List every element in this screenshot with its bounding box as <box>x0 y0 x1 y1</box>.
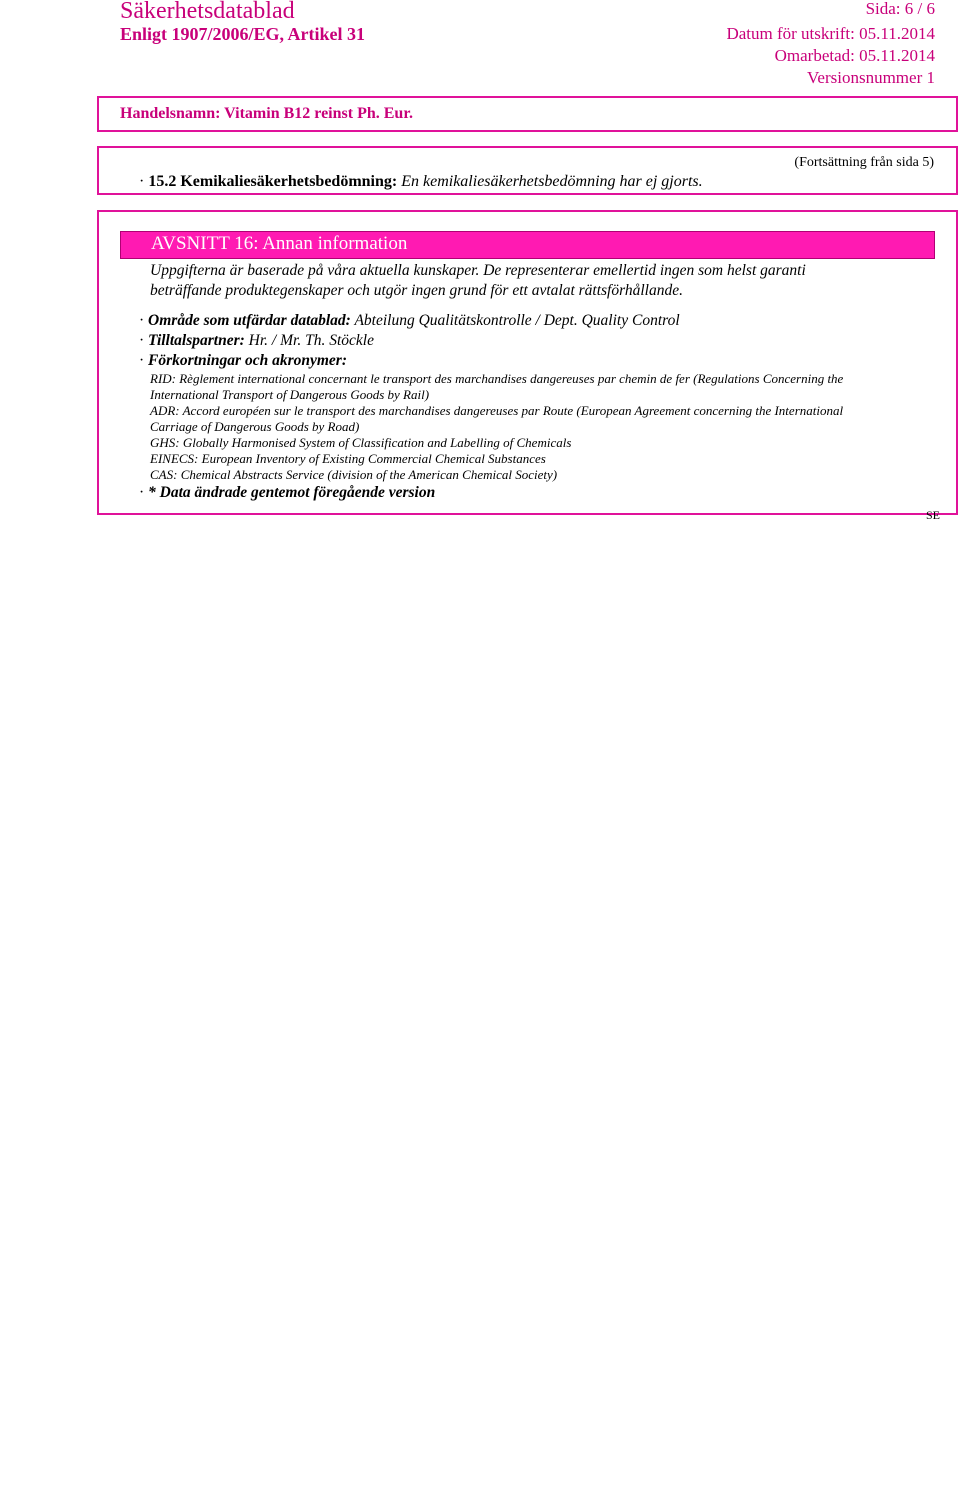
page-number: Sida: 6 / 6 <box>865 0 935 18</box>
continuation-box-bottom <box>97 193 958 195</box>
print-date: Datum för utskrift: 05.11.2014 <box>726 24 935 43</box>
bullet: · <box>139 312 149 329</box>
header-divider-left <box>97 96 99 130</box>
country-code: SE <box>925 508 940 522</box>
contact-value: Hr. / Mr. Th. Stöckle <box>244 332 374 349</box>
trade-name-divider <box>97 130 958 132</box>
bullet: · <box>139 173 149 190</box>
issuer-value: Abteilung Qualitätskontrolle / Dept. Quality Control <box>350 312 680 329</box>
section-16-intro-line-2: beträffande produktegenskaper och utgör ingen grund för ett avtalat rättsförhållande. <box>150 282 683 299</box>
section-16-title: AVSNITT 16: Annan information <box>151 233 408 254</box>
abbreviation-line: ADR: Accord européen sur le transport des marchandises dangereuses par Route (European Agreement concerning the International <box>150 403 844 418</box>
abbreviation-line: CAS: Chemical Abstracts Service (division of the American Chemical Society) <box>150 467 558 482</box>
bullet: · <box>139 484 149 501</box>
section-16-box-right <box>956 210 958 514</box>
continuation-box-top <box>97 146 958 148</box>
contact-label: Tilltalspartner: <box>148 332 245 349</box>
abbreviations-heading <box>139 352 347 370</box>
contact-line <box>139 332 374 350</box>
continuation-box-right <box>956 146 958 194</box>
bullet: · <box>139 352 149 369</box>
regulation-reference: Enligt 1907/2006/EG, Artikel 31 <box>120 24 366 44</box>
abbreviations-label: Förkortningar och akronymer: <box>148 352 347 369</box>
abbreviation-line: Carriage of Dangerous Goods by Road) <box>150 419 360 434</box>
abbreviation-line: International Transport of Dangerous Goods by Rail) <box>150 387 430 402</box>
issuer-line <box>139 312 680 330</box>
section-16-box-bottom <box>97 513 958 515</box>
header-divider-right <box>956 96 958 130</box>
changed-data-note <box>139 484 435 502</box>
document-title: Säkerhetsdatablad <box>120 0 295 24</box>
abbreviation-line: EINECS: European Inventory of Existing Commercial Chemical Substances <box>150 451 546 466</box>
section-15-2 <box>139 173 703 191</box>
issuer-label: Område som utfärdar datablad: <box>148 312 351 329</box>
continuation-box-left <box>97 146 99 194</box>
section-16-header-bar <box>120 231 935 259</box>
section-15-2-value: En kemikaliesäkerhetsbedömning har ej gjorts. <box>397 173 703 190</box>
header-divider-top <box>97 96 958 98</box>
bullet: · <box>139 332 149 349</box>
section-16-box-top <box>97 210 958 212</box>
section-16-intro-line-1: Uppgifterna är baserade på våra aktuella kunskaper. De representerar emellertid ingen som helst garanti <box>150 262 806 279</box>
changed-data-label: * Data ändrade gentemot föregående version <box>148 484 436 501</box>
version-number: Versionsnummer 1 <box>807 68 935 87</box>
section-15-2-label: 15.2 Kemikaliesäkerhetsbedömning: <box>148 173 398 190</box>
section-16-box-left <box>97 210 99 514</box>
trade-name: Handelsnamn: Vitamin B12 reinst Ph. Eur. <box>120 105 413 122</box>
abbreviation-line: RID: Règlement international concernant le transport des marchandises dangereuses par chemin de fer (Regulations Concerning the <box>150 371 844 386</box>
abbreviation-line: GHS: Globally Harmonised System of Classification and Labelling of Chemicals <box>150 435 572 450</box>
revised-date: Omarbetad: 05.11.2014 <box>774 46 935 65</box>
continuation-note: (Fortsättning från sida 5) <box>794 155 934 170</box>
